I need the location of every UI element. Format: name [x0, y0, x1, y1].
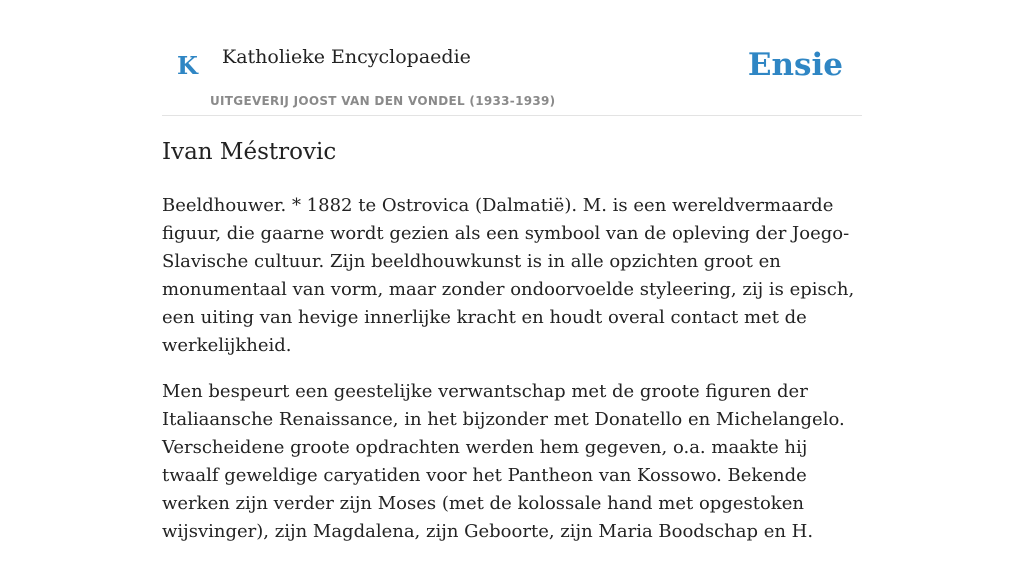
site-logo[interactable]: K — [177, 51, 198, 80]
entry-body — [162, 192, 862, 564]
entry-title: Ivan Méstrovic — [162, 139, 337, 165]
brand-logo[interactable]: Ensie — [747, 47, 843, 83]
page-container — [162, 0, 862, 542]
site-title[interactable]: Katholieke Encyclopaedie — [222, 46, 471, 68]
site-header — [162, 0, 862, 116]
entry-paragraph: Men bespeurt een geestelijke verwantschap met de groote figuren der Italiaansche Renaissance, in het bijzonder met Donatello en Michelangelo. Verscheidene groote opdrachten werden hem gegeven, o.a. maakte hij twaalf geweldige caryatiden voor het Pantheon van Kossowo. Bekende werken zijn verder zijn Moses (met de kolossale hand met opgestoken wijsvinger), zijn Magdalena, zijn Geboorte, zijn Maria Boodschap en H. — [162, 381, 845, 542]
publisher-label: UITGEVERIJ JOOST VAN DEN VONDEL (1933-1939) — [210, 94, 556, 108]
entry-paragraph: Beeldhouwer. * 1882 te Ostrovica (Dalmatië). M. is een wereldvermaarde figuur, die gaarne wordt gezien als een symbool van de opleving der Joego-Slavische cultuur. Zijn beeldhouwkunst is in alle opzichten groot en monumentaal van vorm, maar zonder ondoorvoelde styleering, zij is episch, een uiting van hevige innerlijke kracht en houdt overal contact met de werkelijkheid. — [162, 195, 855, 356]
